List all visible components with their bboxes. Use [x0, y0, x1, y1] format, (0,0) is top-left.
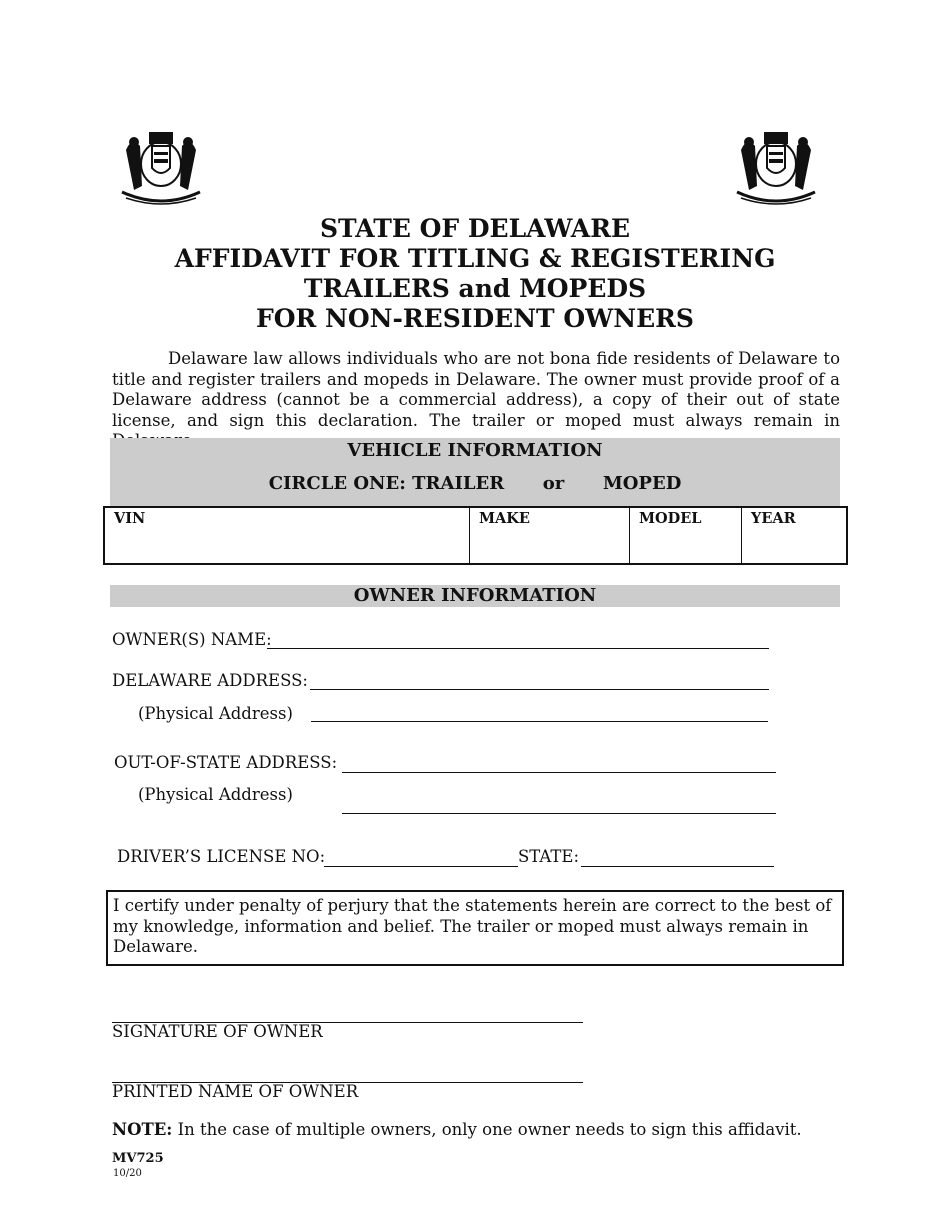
page-title-line-2: AFFIDAVIT FOR TITLING & REGISTERING — [174, 244, 776, 273]
certification-text: I certify under penalty of perjury that the statements herein are correct to the best of my knowledge, information and belief. The trailer or moped must always remain in Delaware. — [113, 896, 832, 956]
delaware-physical-address-label: (Physical Address) — [138, 704, 293, 723]
out-of-state-address-field[interactable] — [342, 772, 776, 773]
delaware-address-field[interactable] — [310, 689, 769, 690]
out-of-state-address-label: OUT-OF-STATE ADDRESS: — [114, 753, 338, 772]
page-title-line-1: STATE OF DELAWARE — [319, 214, 631, 243]
trailer-option[interactable]: CIRCLE ONE: TRAILER — [268, 473, 505, 494]
moped-option[interactable]: MOPED — [602, 473, 682, 494]
drivers-license-label: DRIVER’S LICENSE NO: — [117, 847, 326, 866]
owner-info-band — [110, 585, 840, 607]
owner-name-label: OWNER(S) NAME: — [112, 630, 272, 649]
out-of-state-physical-address-field[interactable] — [342, 813, 776, 814]
vehicle-info-heading: VEHICLE INFORMATION — [347, 440, 603, 461]
form-revision: 10/20 — [113, 1168, 142, 1179]
delaware-address-label: DELAWARE ADDRESS: — [112, 671, 308, 690]
year-header: YEAR — [751, 510, 796, 527]
make-column[interactable] — [469, 508, 530, 563]
make-header: MAKE — [479, 510, 530, 527]
model-header: MODEL — [639, 510, 702, 527]
page-title-line-3: TRAILERS and MOPEDS — [303, 274, 647, 303]
year-column[interactable] — [741, 508, 796, 563]
vehicle-info-table — [103, 506, 848, 565]
signature-label: SIGNATURE OF OWNER — [112, 1022, 323, 1041]
or-label: or — [542, 473, 565, 494]
out-of-state-physical-address-label: (Physical Address) — [138, 785, 293, 804]
circle-one-row — [110, 473, 840, 494]
form-id: MV725 — [112, 1151, 164, 1166]
delaware-physical-address-field[interactable] — [311, 721, 768, 722]
note-label: NOTE: — [112, 1120, 173, 1139]
delaware-seal-left — [116, 120, 206, 206]
footer-note — [112, 1120, 802, 1139]
page-title-line-4: FOR NON-RESIDENT OWNERS — [256, 304, 694, 333]
note-text: In the case of multiple owners, only one owner needs to sign this affidavit. — [172, 1120, 802, 1139]
state-field[interactable] — [581, 866, 774, 867]
delaware-seal-right — [731, 120, 821, 206]
owner-info-heading: OWNER INFORMATION — [353, 585, 597, 606]
certification-box — [106, 890, 844, 966]
vin-header: VIN — [114, 510, 146, 527]
intro-paragraph: Delaware law allows individuals who are not bona fide residents of Delaware to title and register trailers and mopeds in Delaware. The owner must provide proof of a Delaware address (cannot be a commercial address), a copy of their out of state license, and sign this declaration. The trailer or moped must always remain in — [112, 349, 840, 430]
model-column[interactable] — [629, 508, 702, 563]
drivers-license-field[interactable] — [324, 866, 518, 867]
vehicle-info-band — [110, 438, 840, 507]
state-label: STATE: — [518, 847, 580, 866]
owner-name-field[interactable] — [267, 648, 769, 649]
printed-name-label: PRINTED NAME OF OWNER — [112, 1082, 359, 1101]
